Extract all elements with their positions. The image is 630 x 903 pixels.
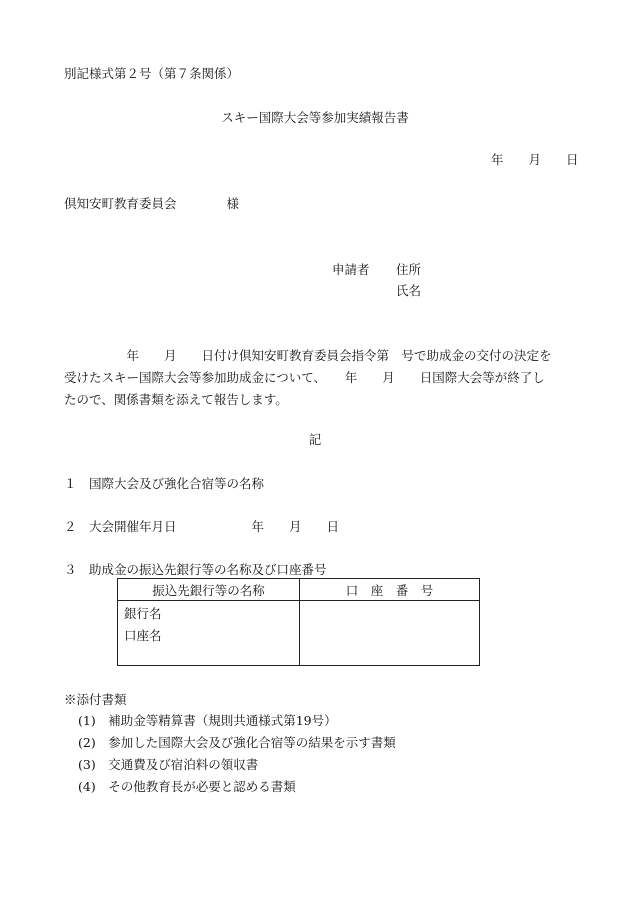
item-event-date: ２ 大会開催年月日 年 月 日 [64,519,340,534]
address-label: 住所 [396,262,422,277]
bank-table [117,578,480,666]
bank-table-header-bank: 振込先銀行等の名称 [152,583,265,598]
attachments-title: ※添付書類 [64,692,127,707]
attachment-item: (2) 参加した国際大会及び強化合宿等の結果を示す書類 [78,735,396,750]
bank-table-header-account: 口 座 番 号 [345,583,434,598]
body-line: たので、関係書類を添えて報告します。 [64,392,288,407]
account-name-label: 口座名 [124,628,162,643]
addressee: 倶知安町教育委員会 様 [64,196,240,211]
attachment-item: (1) 補助金等精算書（規則共通様式第19号） [78,713,337,728]
item-bank-account: ３ 助成金の振込先銀行等の名称及び口座番号 [64,562,327,577]
page-title: スキー国際大会等参加実績報告書 [221,110,409,125]
body-line: 受けたスキー国際大会等参加助成金について、 年 月 日国際大会等が終了し [64,370,545,385]
body-paragraph [64,345,584,411]
date-line: 年 月 日 [491,152,579,167]
record-label: 記 [308,432,322,447]
name-label: 氏名 [396,283,422,298]
attachments-list [78,713,396,801]
applicant-label: 申請者 [332,262,370,277]
attachment-item: (3) 交通費及び宿泊料の領収書 [78,757,259,772]
form-label: 別記様式第２号（第７条関係） [64,66,240,81]
bank-name-label: 銀行名 [124,606,162,621]
attachment-item: (4) その他教育長が必要と認める書類 [78,779,296,794]
body-line: 年 月 日付け倶知安町教育委員会指令第 号で助成金の交付の決定を [64,348,552,363]
item-event-name: １ 国際大会及び強化合宿等の名称 [64,476,265,491]
